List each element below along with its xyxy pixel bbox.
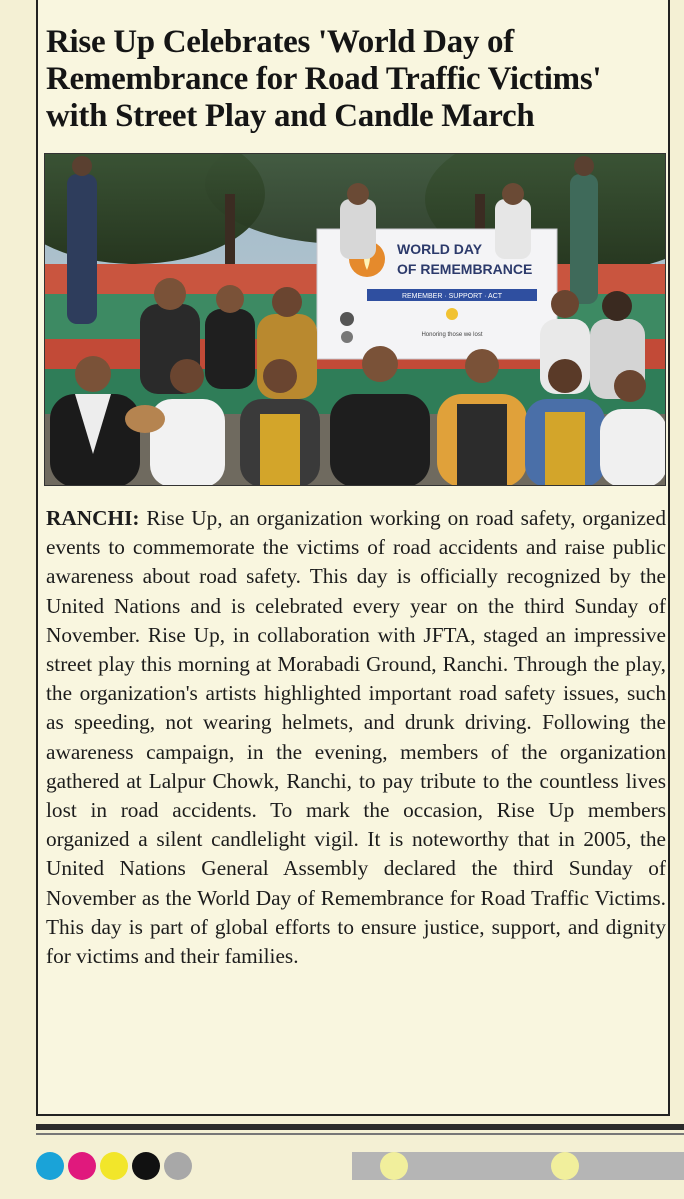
print-calibration-bar [352, 1152, 684, 1180]
dateline: RANCHI: [46, 506, 140, 530]
banner-strip-text: REMEMBER · SUPPORT · ACT [401, 293, 503, 300]
banner-title-line2: OF REMEMBRANCE [397, 261, 533, 277]
yellow-dot [100, 1152, 128, 1180]
black-dot [132, 1152, 160, 1180]
gray-dot [164, 1152, 192, 1180]
banner-title-line1: WORLD DAY [397, 241, 483, 257]
banner-small-text: Honoring those we lost [421, 332, 483, 338]
article-body [46, 504, 666, 971]
group-photo [44, 153, 666, 486]
calibration-dot-1 [380, 1152, 408, 1180]
magenta-dot [68, 1152, 96, 1180]
footer-rule-thin [36, 1133, 684, 1135]
calibration-dot-2 [551, 1152, 579, 1180]
footer-rule [36, 1124, 684, 1130]
registration-marks [36, 1152, 192, 1180]
news-article [36, 0, 670, 1116]
headline: Rise Up Celebrates 'World Day of Remembrance for Road Traffic Victims' with Street Play and Candle March [46, 24, 602, 134]
cyan-dot [36, 1152, 64, 1180]
article-body-text: Rise Up, an organization working on road safety, organized events to commemorate the victims of road accidents and raise public awareness about road safety. This day is officially recognized by the United Nations and is celebrated every year on the third Sunday of November. Rise Up, in collaboration with JFTA, staged an impressive street play this morning at Morabadi Ground, Ranchi. Through the play, the organization's artists highlighted important road safety issues, such as speeding, not wearing helmets, and drunk driving. Following the awareness campaign, in the evening, members of the organization gathered at Lalpur Chowk, Ranchi, to pay tribute to the countless lives lost in road accidents. To mark the occasion, Rise Up members organized a silent candlelight vigil. It is noteworthy that in 2005, the United Nations General Assembly declared the third Sunday of November as the World Day of Remembrance for Road Traffic Victims. This day is part of global efforts to ensure justice, support, and dignity for victims and their families. [46, 506, 666, 969]
